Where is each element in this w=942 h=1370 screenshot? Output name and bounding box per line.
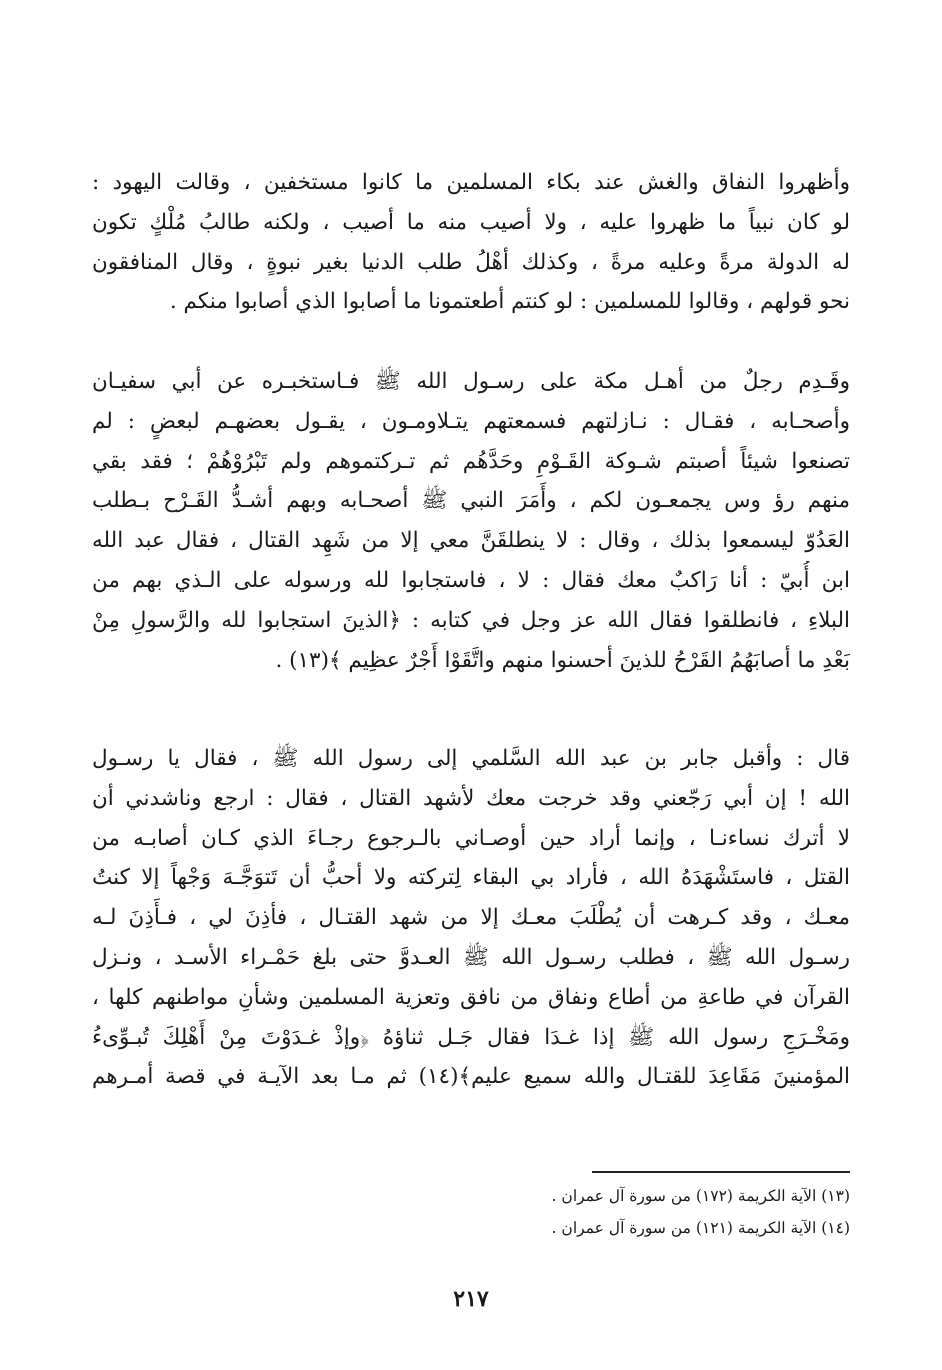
text-line: نحو قولهم ، وقالوا للمسلمين : لو كنتم أطعتمونا ما أصابوا الذي أصابوا منكم . bbox=[169, 289, 850, 315]
text-line: معـك ، وقد كـرهت أن يُطْلَبَ معـك إلا من شهد القتـال ، فأذِنَ لي ، فـأَذِنَ لـه bbox=[92, 905, 850, 931]
text-line: المؤمنينَ مَقَاعِدَ للقتـال والله سميع عليم﴾(١٤) ثم مـا بعد الآيـة في قصة أمـرهم bbox=[92, 1064, 850, 1090]
text-line: له الدولة مرةً وعليه مرةً ، وكذلك أهْلُ طلب الدنيا بغير نبوةٍ ، وقال المنافقون bbox=[92, 249, 850, 275]
text-line: القرآن في طاعةِ من أطاع ونفاق من نافق وتعزية المسلمين وشأنِ مواطنهم كلها ، bbox=[92, 984, 850, 1010]
text-line: لا أترك نساءنـا ، وإنما أراد حين أوصـاني بالـرجوع رجـاءَ الذي كـان أصابـه من bbox=[92, 825, 850, 851]
paragraph-3 bbox=[92, 739, 850, 1097]
text-line: منهم رؤ وس يجمعـون لكم ، وأَمَرَ النبي ﷺ أصحـابه وبهم أشـدُّ القَـرْح بـطلب bbox=[92, 488, 850, 514]
text-line: البلاءِ ، فانطلقوا فقال الله عز وجل في كتابه : ﴿الذينَ استجابوا لله والرَّسولِ مِنْ bbox=[92, 607, 850, 633]
footnote-divider bbox=[592, 1171, 850, 1173]
text-line: ابن أُبيّ : أنا رَاكبٌ معك فقال : لا ، فاستجابوا لله ورسوله على الـذي بهم من bbox=[92, 567, 850, 593]
text-line: ومَخْـرَجِ رسول الله ﷺ إذا غـدَا فقال جَـل ثناؤهُ ﴿وإذْ غـدَوْتَ مِنْ أَهْلِكَ تُبـوِّىءُ bbox=[92, 1024, 850, 1050]
text-line: الله ! إن أبي رَجّعني وقد خرجت معك لأشهد القتال ، فقال : ارجع وناشدني أن bbox=[92, 785, 850, 811]
text-line: تصنعوا شيئاً أصبتم شـوكة القَـوْمِ وحَدَّهُم ثم تـركتموهم ولم تَبْرُوْهُمْ ؛ فقد بقي bbox=[92, 448, 850, 474]
page-number: ٢١٧ bbox=[453, 1286, 489, 1312]
text-line: بَعْدِ ما أصابَهُمُ القَرْحُ للذينَ أحسنوا منهم واتَّقَوْا أَجْرٌ عظِيم ﴾(١٣) . bbox=[275, 647, 850, 673]
footnote-13: (١٣) الآية الكريمة (١٧٢) من سورة آل عمران . bbox=[551, 1187, 850, 1205]
paragraph-1 bbox=[92, 163, 850, 322]
text-line: القتل ، فاستَشْهَدَهُ الله ، فأراد بي البقاء لِتركته ولا أحبُّ أن تَتوَجَّـهَ وَجْهاً إلا كنتُ bbox=[92, 865, 850, 891]
text-line: قال : وأقبل جابر بن عبد الله السَّلمي إلى رسول الله ﷺ ، فقال يا رسـول bbox=[92, 746, 850, 771]
text-line: وقَـدِم رجلٌ من أهـل مكة على رسـول الله ﷺ فـاستخبـره عن أبي سفيـان bbox=[92, 369, 850, 394]
text-line: وأظهروا النفاق والغش عند بكاء المسلمين ما كانوا مستخفين ، وقالت اليهود : bbox=[92, 170, 850, 195]
footnote-14: (١٤) الآية الكريمة (١٢١) من سورة آل عمران . bbox=[551, 1219, 850, 1237]
paragraph-2 bbox=[92, 362, 850, 680]
text-line: وأصحـابه ، فقـال : نـازلتهم فسمعتهم يتـلاومـون ، يقـول بعضهـم لبعضٍ : لم bbox=[92, 408, 850, 434]
text-line: رسـول الله ﷺ ، فطلب رسـول الله ﷺ العـدوَّ حتى بلغ حَمْـراء الأسـد ، ونـزل bbox=[92, 944, 850, 970]
text-line: العَدُوّ ليسمعوا بذلك ، وقال : لا ينطلقَنَّ معي إلا من شَهِد القتال ، فقال عبد الله bbox=[92, 528, 850, 554]
text-line: لو كان نبياً ما ظهروا عليه ، ولا أصيب منه ما أصيب ، ولكنه طالبُ مُلْكٍ تكون bbox=[92, 209, 850, 235]
footnotes bbox=[350, 1180, 850, 1244]
